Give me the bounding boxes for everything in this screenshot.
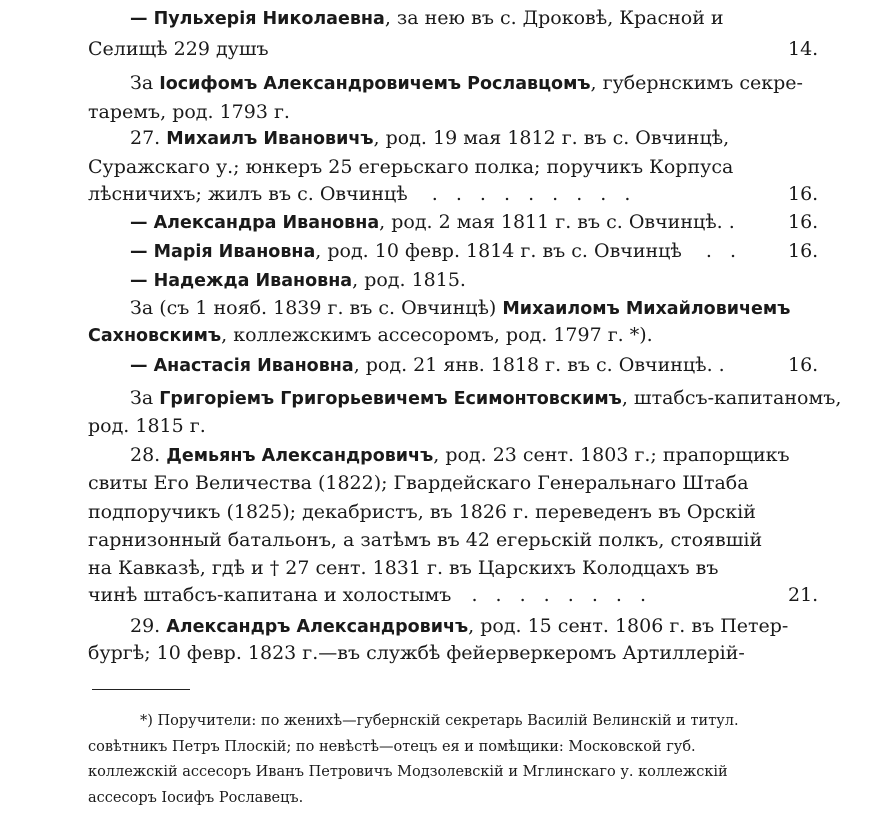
entry-text: , род. 10 февр. 1814 г. въ с. Овчинцѣ bbox=[315, 240, 682, 262]
entry-text: лѣсничихъ; жилъ въ с. Овчинцѣ bbox=[88, 183, 408, 205]
entry-nadezhda bbox=[130, 268, 466, 293]
page-reference: 16. bbox=[788, 354, 819, 376]
page-reference: 16. bbox=[788, 240, 819, 262]
entry-pulkheria bbox=[130, 6, 724, 31]
page-reference: 16. bbox=[788, 211, 819, 233]
entry-text-line bbox=[88, 414, 206, 438]
person-name: — Анастасія Ивановна bbox=[130, 356, 354, 376]
entry-mikhail bbox=[130, 126, 729, 151]
spouse-line bbox=[130, 386, 841, 411]
entry-text: , коллежскимъ ассесоромъ, род. 1797 г. *). bbox=[221, 324, 653, 346]
entry-text: , за нею въ с. Дроковѣ, Красной и bbox=[384, 7, 724, 29]
entry-text: подпоручикъ (1825); декабристъ, въ 1826 г. переведенъ въ Орскій bbox=[88, 501, 756, 523]
entry-text: Селищѣ 229 душъ bbox=[88, 38, 269, 60]
entry-text: За (съ 1 нояб. 1839 г. въ с. Овчинцѣ) bbox=[130, 297, 503, 319]
entry-number: 27. bbox=[130, 127, 167, 149]
person-name: — Надежда Ивановна bbox=[130, 271, 353, 291]
entry-text: на Кавказѣ, гдѣ и † 27 сент. 1831 г. въ Царскихъ Колодцахъ въ bbox=[88, 557, 719, 579]
footnote-line: коллежскій ассесоръ Иванъ Петровичъ Модзолевскій и Мглинскаго у. коллежскій bbox=[88, 764, 728, 780]
person-name: Сахновскимъ bbox=[88, 326, 222, 346]
leader-dots: . . . . . . . . . bbox=[431, 183, 637, 205]
entry-text-line bbox=[88, 528, 762, 552]
footnote-divider bbox=[92, 689, 190, 690]
person-name: — Пульхерія Николаевна bbox=[130, 9, 385, 29]
spouse-line bbox=[130, 71, 803, 96]
page-reference: 14. bbox=[788, 38, 819, 60]
entry-text-line bbox=[88, 100, 290, 124]
entry-text: , род. 23 сент. 1803 г.; прапорщикъ bbox=[433, 444, 790, 466]
entry-text-line bbox=[88, 323, 653, 348]
entry-text: род. 1815 г. bbox=[88, 415, 206, 437]
entry-demyan bbox=[130, 443, 790, 468]
entry-text-line bbox=[88, 556, 718, 580]
entry-text: , губернскимъ секре- bbox=[590, 72, 803, 94]
spouse-line bbox=[130, 296, 790, 321]
entry-text: свиты Его Величества (1822); Гвардейскаго Генеральнаго Штаба bbox=[88, 472, 749, 494]
entry-aleksandra bbox=[130, 210, 735, 235]
person-name: Михаиломъ Михайловичемъ bbox=[502, 299, 791, 319]
entry-text: За bbox=[130, 72, 160, 94]
entry-text: таремъ, род. 1793 г. bbox=[88, 101, 290, 123]
entry-text: , род. 1815. bbox=[352, 269, 466, 291]
entry-text: Суражскаго у.; юнкеръ 25 егерьскаго полка; поручикъ Корпуса bbox=[88, 156, 734, 178]
entry-text: чинѣ штабсъ-капитана и холостымъ bbox=[88, 584, 452, 606]
person-name: Демьянъ Александровичъ bbox=[166, 446, 434, 466]
person-name: Григоріемъ Григорьевичемъ Есимонтовскимъ bbox=[159, 389, 622, 409]
entry-text: , род. 2 мая 1811 г. въ с. Овчинцѣ. . bbox=[379, 211, 735, 233]
footnote-line: совѣтникъ Петръ Плоскій; по невѣстѣ—отецъ ея и помѣщики: Московской губ. bbox=[88, 739, 696, 755]
person-name: Іосифомъ Александровичемъ Рославцомъ bbox=[159, 74, 591, 94]
entry-text: гарнизонный батальонъ, а затѣмъ въ 42 егерьскій полкъ, стоявшій bbox=[88, 529, 763, 551]
person-name: — Марія Ивановна bbox=[130, 242, 316, 262]
entry-text-line bbox=[88, 471, 749, 495]
person-name: — Александра Ивановна bbox=[130, 213, 380, 233]
entry-text-line bbox=[88, 583, 652, 607]
entry-text-line bbox=[88, 155, 733, 179]
entry-text: бургѣ; 10 февр. 1823 г.—въ службѣ фейерверкеромъ Артиллерій- bbox=[88, 642, 745, 664]
person-name: Александръ Александровичъ bbox=[166, 617, 469, 637]
page-reference: 21. bbox=[788, 584, 819, 606]
entry-text-line bbox=[88, 500, 756, 524]
footnote-line: *) Поручители: по женихѣ—губернскій секретарь Василій Велинскій и титул. bbox=[140, 713, 739, 729]
footnote-line: ассесоръ Іосифъ Рославецъ. bbox=[88, 790, 304, 806]
entry-number: 29. bbox=[130, 615, 167, 637]
entry-text: , род. 15 сент. 1806 г. въ Петер- bbox=[468, 615, 789, 637]
entry-maria bbox=[130, 239, 742, 264]
entry-text-line bbox=[88, 641, 745, 665]
entry-aleksandr bbox=[130, 614, 788, 639]
entry-number: 28. bbox=[130, 444, 167, 466]
entry-text: За bbox=[130, 387, 160, 409]
entry-text-line bbox=[88, 37, 269, 61]
person-name: Михаилъ Ивановичъ bbox=[166, 129, 374, 149]
page-reference: 16. bbox=[788, 183, 819, 205]
entry-text: , штабсъ-капитаномъ, bbox=[621, 387, 842, 409]
leader-dots: . . bbox=[705, 240, 743, 262]
entry-text: , род. 21 янв. 1818 г. въ с. Овчинцѣ. . bbox=[353, 354, 725, 376]
leader-dots: . . . . . . . . bbox=[471, 584, 653, 606]
entry-text: , род. 19 мая 1812 г. въ с. Овчинцѣ, bbox=[373, 127, 730, 149]
entry-anastasia bbox=[130, 353, 725, 378]
entry-text-line bbox=[88, 182, 636, 206]
